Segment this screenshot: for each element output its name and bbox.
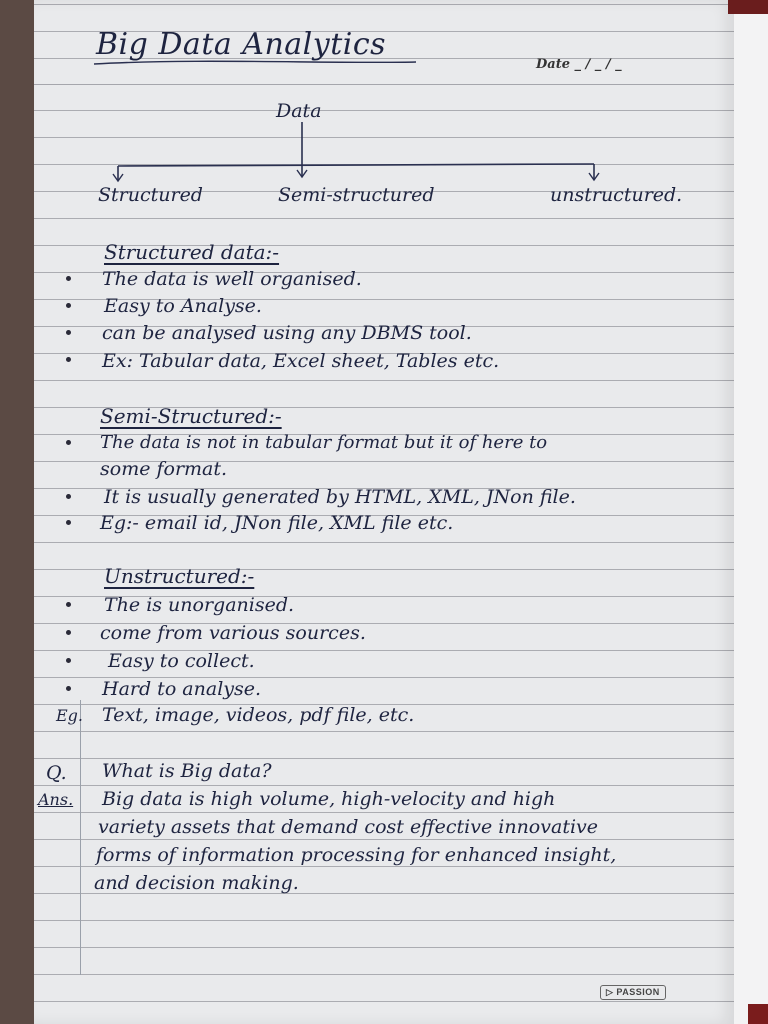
bullet-icon bbox=[66, 357, 71, 362]
page-title: Big Data Analytics bbox=[96, 27, 387, 62]
list-item: Easy to collect. bbox=[108, 650, 255, 672]
answer-line: Big data is high volume, high-velocity and high bbox=[102, 788, 556, 810]
bullet-icon bbox=[66, 658, 71, 663]
bullet-icon bbox=[66, 276, 71, 281]
list-item: come from various sources. bbox=[100, 622, 366, 644]
tree-root-label: Data bbox=[276, 100, 322, 122]
bullet-icon bbox=[66, 602, 71, 607]
bullet-icon bbox=[66, 520, 71, 525]
tree-child-semi-structured: Semi-structured bbox=[278, 184, 435, 206]
brand-label: PASSION bbox=[616, 987, 660, 997]
section-heading-structured: Structured data:- bbox=[104, 240, 280, 264]
question-text: What is Big data? bbox=[102, 760, 272, 782]
list-item: Text, image, videos, pdf file, etc. bbox=[102, 704, 415, 726]
tree-child-unstructured: unstructured. bbox=[550, 184, 683, 206]
list-item: Hard to analyse. bbox=[102, 678, 262, 700]
list-item: The data is not in tabular format but it of here to bbox=[100, 432, 548, 453]
bullet-icon bbox=[66, 630, 71, 635]
tree-child-structured: Structured bbox=[98, 184, 203, 206]
list-item: The is unorganised. bbox=[104, 594, 295, 616]
notebook-brand-logo: ▷ PASSION bbox=[600, 985, 666, 1000]
bullet-icon bbox=[66, 494, 71, 499]
list-item: It is usually generated by HTML, XML, JNon file. bbox=[104, 486, 576, 508]
list-item: The data is well organised. bbox=[102, 268, 362, 290]
question-marker: Q. bbox=[46, 762, 67, 784]
list-item: Eg:- email id, JNon file, XML file etc. bbox=[100, 512, 454, 534]
list-item: Easy to Analyse. bbox=[104, 295, 262, 317]
bullet-icon bbox=[66, 686, 71, 691]
bullet-icon bbox=[66, 303, 71, 308]
section-heading-semi-structured: Semi-Structured:- bbox=[100, 404, 282, 428]
answer-line: variety assets that demand cost effective innovative bbox=[98, 816, 599, 838]
bullet-icon bbox=[66, 330, 71, 335]
answer-line: and decision making. bbox=[94, 872, 299, 894]
list-item: Ex: Tabular data, Excel sheet, Tables etc. bbox=[102, 350, 500, 372]
list-item: can be analysed using any DBMS tool. bbox=[102, 322, 472, 344]
bullet-icon bbox=[66, 440, 71, 445]
answer-marker: Ans. bbox=[38, 790, 74, 809]
answer-line: forms of information processing for enhanced insight, bbox=[96, 844, 617, 866]
date-label: Date _ / _ / _ bbox=[536, 57, 622, 72]
list-item-continuation: some format. bbox=[100, 458, 228, 480]
example-marker: Eg. bbox=[56, 706, 84, 725]
section-heading-unstructured: Unstructured:- bbox=[104, 564, 255, 588]
